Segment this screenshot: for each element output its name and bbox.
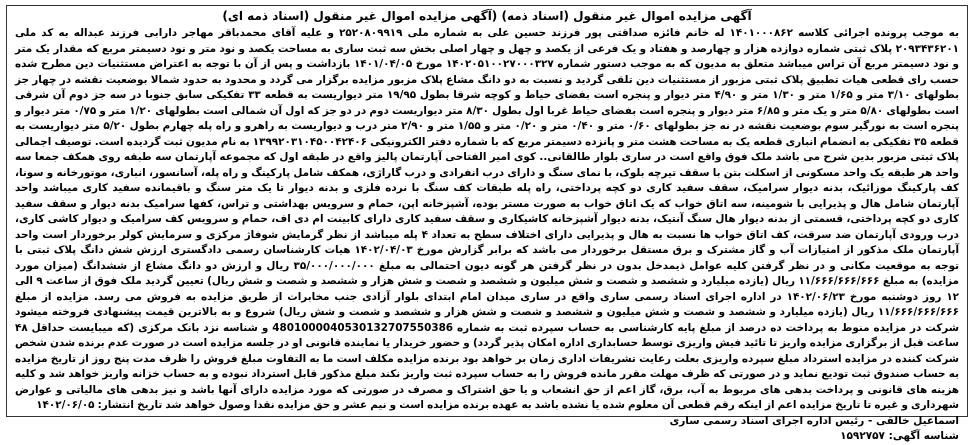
auction-notice (6, 5, 968, 442)
notice-title: آگهی مزایده اموال غیر منقول (اسناد ذمه) (آگهی مزایده اموال غیر منقول (اسناد ذمه ای) (222, 9, 752, 23)
notice-reference-id: شناسه آگهی: ۱۵۹۲۷۵۷ (840, 430, 959, 442)
notice-body: به موجب پرونده اجرائی کلاسه ۱۴۰۱۰۰۰۸۶۲ له خانم فائزه صداقتی پور فرزند حسین علی به شماره ملی ۲۵۲۰۸۰۹۹۱۹ و علیه آقای محمدباقر مهاجر دارابی فرزند عبداله به کد ملی ۲۰۹۳۴۳۶۲۰۱ پلاک ثبتی شماره دوازده هزار و چهارصد و هفتاد و یک فرعی از یکصد و چهل و چهار اصلی بخش سه ثبت ساری به مساحت یکصد و نود متر و نود دسیمتر مربع که مقدار یک متر و نود دسیمتر مربع آن تراس میباشد متعلق به مدیون که به موجب دستور شماره ۱۴۰۲۰۵۱۰۰۲۷۰۰۰۳۲۷ مورخ ۱۴۰۱/۰۴/۰۵ بازداشت و پس از آن با توجه به اعتراض مستثنیات دین مطرح شده حسب رای قطعی هیات تطبیق پلاک ثبتی مزبور از مستثنیات دین تلقی گردید و نسبت به دو دانگ مشاع پلاک مزبور مزایده برگزار می گردد و محدود به حدود شمالا بوضعیت نقشه در چهار جز بطولهای ۳/۱۰ متر و ۱/۶۵ متر و ۱/۳۰ متر و ۴/۹۰ متر دیوار و پنجره است بفضای حیاط و کوچه شرقا بطول ۱۹/۹۵ متر دیواریست به قطعه ۳۳ تفکیکی سابق جنوبا در سه جز دوم آن شرقی است بطولهای ۵/۸۰ متر و یک متر و ۶/۸۵ متر دیوار و پنجره است بفضای حیاط غربا اول بطول ۸/۳۰ متر دیواریست دوم در دو جز که اول آن شمالی است بطولهای ۱/۲۰ متر و ۰/۷۵ متر دیوار و پنجره است به نورگیر سوم بوضعیت نقشه در نه جز بطولهای ۰/۶۰ متر و ۰/۴۰ متر و ۰/۲۰ متر و ۱/۵۵ متر و ۲/۹۰ متر درب و دیواریست به راهرو و راه پله چهارم بطول ۵/۲۰ متر دیواریست به قطعه ۳۵ تفکیکی به انضمام انباری قطعه یک به مساحت هشت متر و پانزده دسیمتر مربع که با شماره دفتر الکترونیکی ۱۳۹۹۲۰۳۱۰۴۵۰۰۴۲۴۰۶ به نام مدیون ثبت گردیده است. توصیف اجمالی پلاک ثبتی مزبور بدین شرح می باشد ملک فوق واقع است در ساری بلوار طالقانی.. کوی امیر الفتاحی آپارتمان پالیز واقع در طبقه اول که مجموعه آپارتمان سه طبقه روی همکف جمعا سه واحد هر طبقه یک واحد مسکونی از اسکلت بتن با سقف تیرچه بلوک، با نمای سنگ و دارای درب انفرادی و درب گاراژی، همکف شامل پارکینگ و راه پله، آسانسور، انباری، موتورخانه و سونا، کف پارکینگ موزائیک، بدنه دیوار سرامیک، سقف سفید کاری دو کچه پرداختی، راه پله طبقات کف سنگ با نرده فلزی و بدنه دیوار تا یک متر سنگ و باقیمانده سفید کاری میباشد واحد آپارتمان شامل هال و پذیرایی با شومینه، سه اتاق خواب که یک اتاق خواب به صورت مستر بوده، آشپزخانه اپن، حمام و سرویس بهداشتی و تراس، کفها سرامیک بدنه دیوار و سقف سفید کاری دو کچه پرداختی، قسمتی از بدنه دیوار هال سنگ آنتیک، بدنه دیوار آشپزخانه کاشیکاری و سقف سفید کاری دارای کابینت ام دی اف، حمام و سرویس کف سرامیک و دیوار کاشی کاری، درب ورودی آپارتمان ضد سرقت، کف اتاق خواب ها نسبت به هال و پذیرایی دارای اختلاف سطح به تعداد ۴ پله میباشد از نظر گرمایش شوفاژ مرکزی و سرمایش کولر برخوردار است واحد آپارتمان ملک مذکور از امتیازات آب و گاز مشترک و برق مستقل برخوردار می باشد که برابر گزارش مورخ ۱۴۰۲/۰۴/۰۳ هیات کارشناسان رسمی دادگستری ارزش شش دانگ پلاک ثبتی با توجه به موقعیت مکانی و در نظر گرفتن کلیه عوامل ذیمدخل بدون در نظر گرفتن هر گونه دیون احتمالی به مبلغ ۳۵/۰۰۰/۰۰۰/۰۰۰ ریال و ارزش دو دانگ مشاع از ششدانگ (میزان مورد مزایده) به مبلغ ۱۱/۶۶۶/۶۶۶/۶۶۶ ریال (یازده میلیارد و ششصد و شصت و شش میلیون و ششصد و شصت و شش هزار و ششصد و شصت و شش ریال) تعیین گردید ملک فوق از ساعت ۹ الی ۱۲ روز دوشنبه مورخ ۱۴۰۲/۰۶/۲۳ در اداره اجرای اسناد رسمی ساری واقع در ساری میدان امام ابتدای بلوار آزادی جنب مخابرات از طریق مزایده به فروش می رسد. مزایده از مبلغ ۱۱/۶۶۶/۶۶۶/۶۶۶ ریال (یازده میلیارد و ششصد و شصت و شش میلیون و ششصد و شصت و شش هزار و ششصد و شصت و شش ریال) شروع و به بالاترین قیمت پیشنهادی فروخته میشود شرکت در مزایده منوط به پرداخت ده درصد از مبلغ پایه کارشناسی به حساب سپرده ثبت به شماره 4801000040530132707550386 و شناسه نزد بانک مرکزی (که میبایست حداقل ۴۸ ساعت قبل از برگزاری مزایده واریز تا تائید فیش واریزی توسط حسابداری اداره امکان پذیر گردد) و حضور خریدار یا نماینده قانونی او در جلسه مزایده است در صورت عدم برنده شدن شخص شرکت کننده در مزایده استرداد مبلغ سپرده واریزی بعلت رعایت تشریفات اداری زمان بر خواهد بود برنده مزایده مکلف است ما به التفاوت مبلغ فروش را ظرف مدت پنج روز از تاریخ مزایده به حساب صندوق ثبت تودیع نماید و در صورتی که ظرف مهلت مقرر مانده فروش را به حساب سپرده ثبت واریز نکند مبلغ مذکور قابل استرداد نبوده و به حساب خزانه واریز خواهد شد و کلیه هزینه های قانونی و پرداخت بدهی های مربوط به آب، برق، گاز اعم از حق انشعاب و یا حق اشتراک و مصرف در صورتی که مورد مزایده دارای آنها باشد و نیز بدهی های مالیاتی و عوارض شهرداری و غیره تا تاریخ مزایده اعم از اینکه رقم قطعی آن معلوم شده یا نشده باشد به عهده برنده مزایده است و نیم عشر و حق مزایده نقدا وصول خواهد شد تاریخ انتشار: ۱۴۰۲/۰۶/۰۵ (15, 27, 960, 411)
notice-signature: اسماعیل خالقی - رئیس اداره اجرای اسناد رسمی ساری (669, 414, 959, 427)
